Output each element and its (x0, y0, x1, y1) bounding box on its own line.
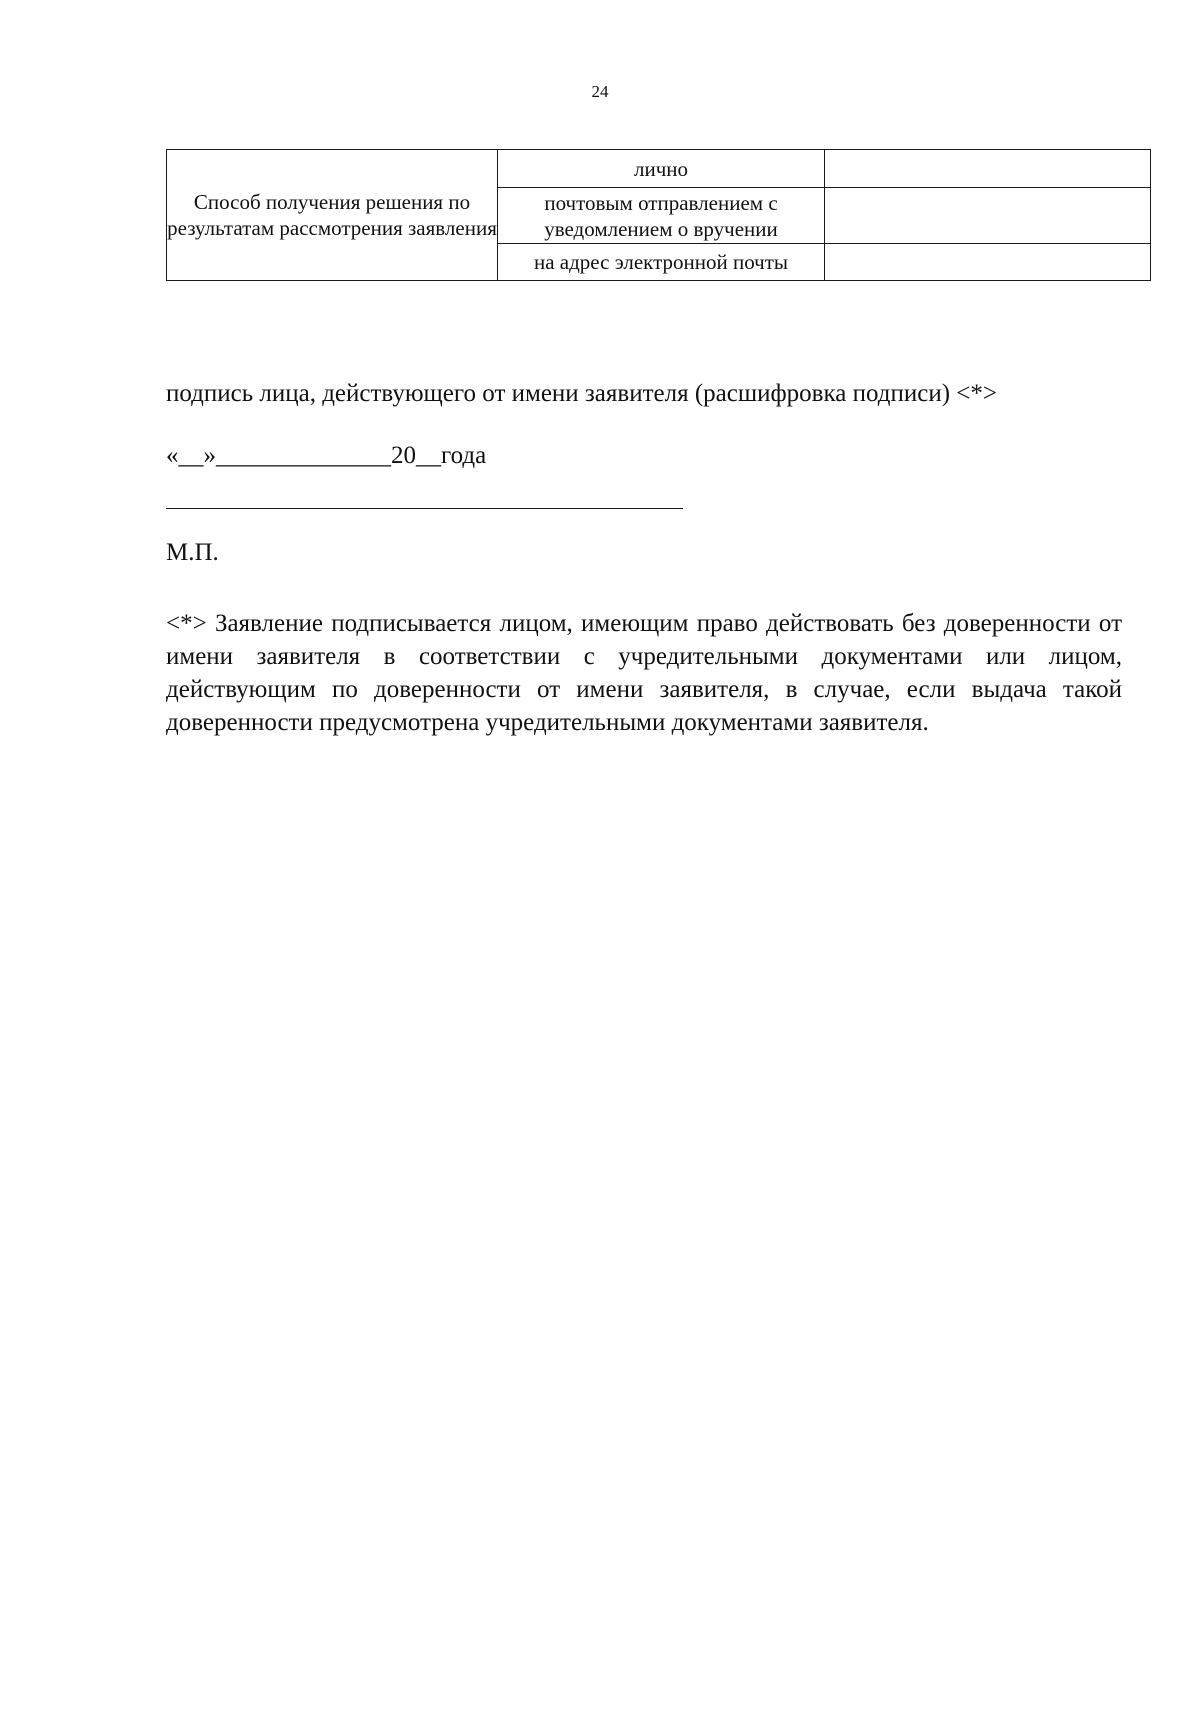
stamp-place: М.П. (166, 539, 219, 566)
signature-caption: подпись лица, действующего от имени заявителя (расшифровка подписи) <*> (166, 380, 997, 407)
option-by-email: на адрес электронной почты (498, 244, 825, 281)
delivery-method-table (166, 149, 1151, 281)
option-in-person-mark[interactable] (825, 150, 1151, 188)
footnote: <*> Заявление подписывается лицом, имеющим право действовать без доверенности от имени заявителя в соответствии с учредительными документами или лицом, действующим по доверенности от имени заявителя, в случае, если выдача такой доверенности предусмотрена учредительными документами заявителя. (166, 610, 1122, 736)
table-row (167, 150, 1151, 188)
date-line: «__»______________20__года (166, 442, 487, 469)
page-number: 24 (591, 82, 609, 101)
option-by-email-mark[interactable] (825, 244, 1151, 281)
option-by-mail: почтовым отправлением с уведомлением о вручении (498, 188, 825, 244)
option-in-person: лично (498, 150, 825, 188)
option-by-mail-mark[interactable] (825, 188, 1151, 244)
signature-underline (166, 508, 683, 509)
delivery-method-label: Способ получения решения по результатам рассмотрения заявления (167, 150, 498, 281)
